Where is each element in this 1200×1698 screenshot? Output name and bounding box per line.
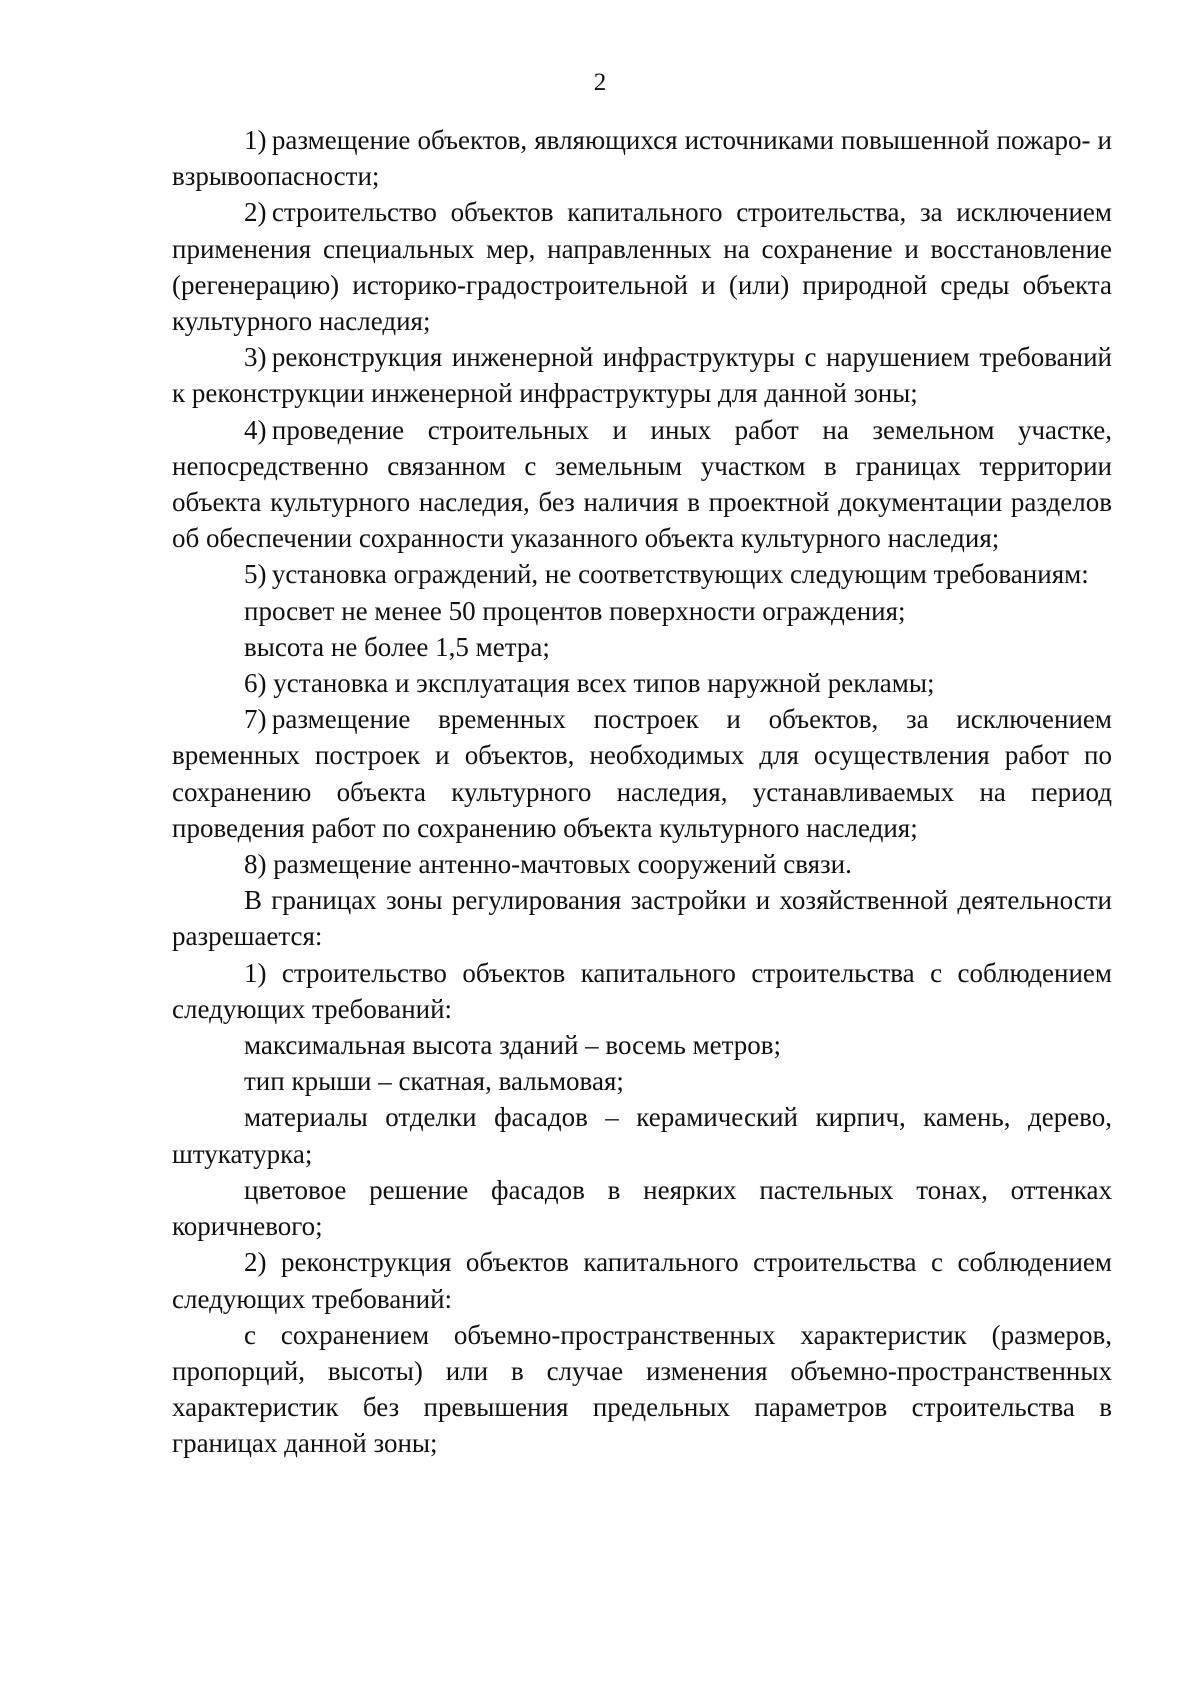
paragraph-prohibition-5: 5) установка ограждений, не соответствующих следующим требованиям: — [244, 559, 1089, 590]
paragraph-prohibition-4: 4) проведение строительных и иных работ на земельном участке, непосредственно связанном с земельным участком в границах территории объекта культурного наследия, без наличия в проектной документации разделов об обеспечении сохранности указанного объекта культурного наследия; — [172, 414, 1112, 554]
paragraph-prohibition-6: 6) установка и эксплуатация всех типов наружной рекламы; — [244, 668, 935, 699]
paragraph-permitted-intro: В границах зоны регулирования застройки и хозяйственной деятельности разрешается: — [172, 885, 1112, 952]
paragraph-permitted-1: 1) строительство объектов капитального строительства с соблюдением следующих требований: — [172, 957, 1112, 1024]
paragraph-max-height: максимальная высота зданий – восемь метров; — [244, 1030, 782, 1061]
paragraph-prohibition-1: 1) размещение объектов, являющихся источниками повышенной пожаро- и взрывоопасности; — [172, 125, 1112, 192]
paragraph-prohibition-3: 3) реконструкция инженерной инфраструктуры с нарушением требований к реконструкции инженерной инфраструктуры для данной зоны; — [172, 342, 1112, 409]
paragraph-fence-height: высота не более 1,5 метра; — [244, 631, 550, 662]
paragraph-roof-type: тип крыши – скатная, вальмовая; — [244, 1066, 624, 1097]
page-number: 2 — [593, 69, 607, 96]
paragraph-volume-preservation: с сохранением объемно-пространственных характеристик (размеров, пропорций, высоты) или в случае изменения объемно-пространственных характеристик без превышения предельных параметров строительства в границах данной зоны; — [172, 1319, 1112, 1459]
paragraph-fence-clearance: просвет не менее 50 процентов поверхности ограждения; — [244, 595, 906, 626]
paragraph-prohibition-7: 7) размещение временных построек и объектов, за исключением временных построек и объектов, необходимых для осуществления работ по сохранению объекта культурного наследия, устанавливаемых на период проведения работ по сохранению объекта культурного наследия; — [172, 704, 1112, 843]
paragraph-facade-materials: материалы отделки фасадов – керамический кирпич, камень, дерево, штукатурка; — [172, 1102, 1112, 1169]
paragraph-facade-colors: цветовое решение фасадов в неярких пастельных тонах, оттенках коричневого; — [172, 1174, 1112, 1242]
paragraph-prohibition-2: 2) строительство объектов капитального строительства, за исключением применения специальных мер, направленных на сохранение и восстановление (регенерацию) историко-градостроительной и (или) природной среды объекта культурного наследия; — [172, 197, 1112, 337]
paragraph-permitted-2: 2) реконструкция объектов капитального строительства с соблюдением следующих требований: — [172, 1247, 1112, 1314]
paragraph-prohibition-8: 8) размещение антенно-мачтовых сооружений связи. — [244, 849, 852, 880]
document-body — [172, 122, 1112, 1462]
